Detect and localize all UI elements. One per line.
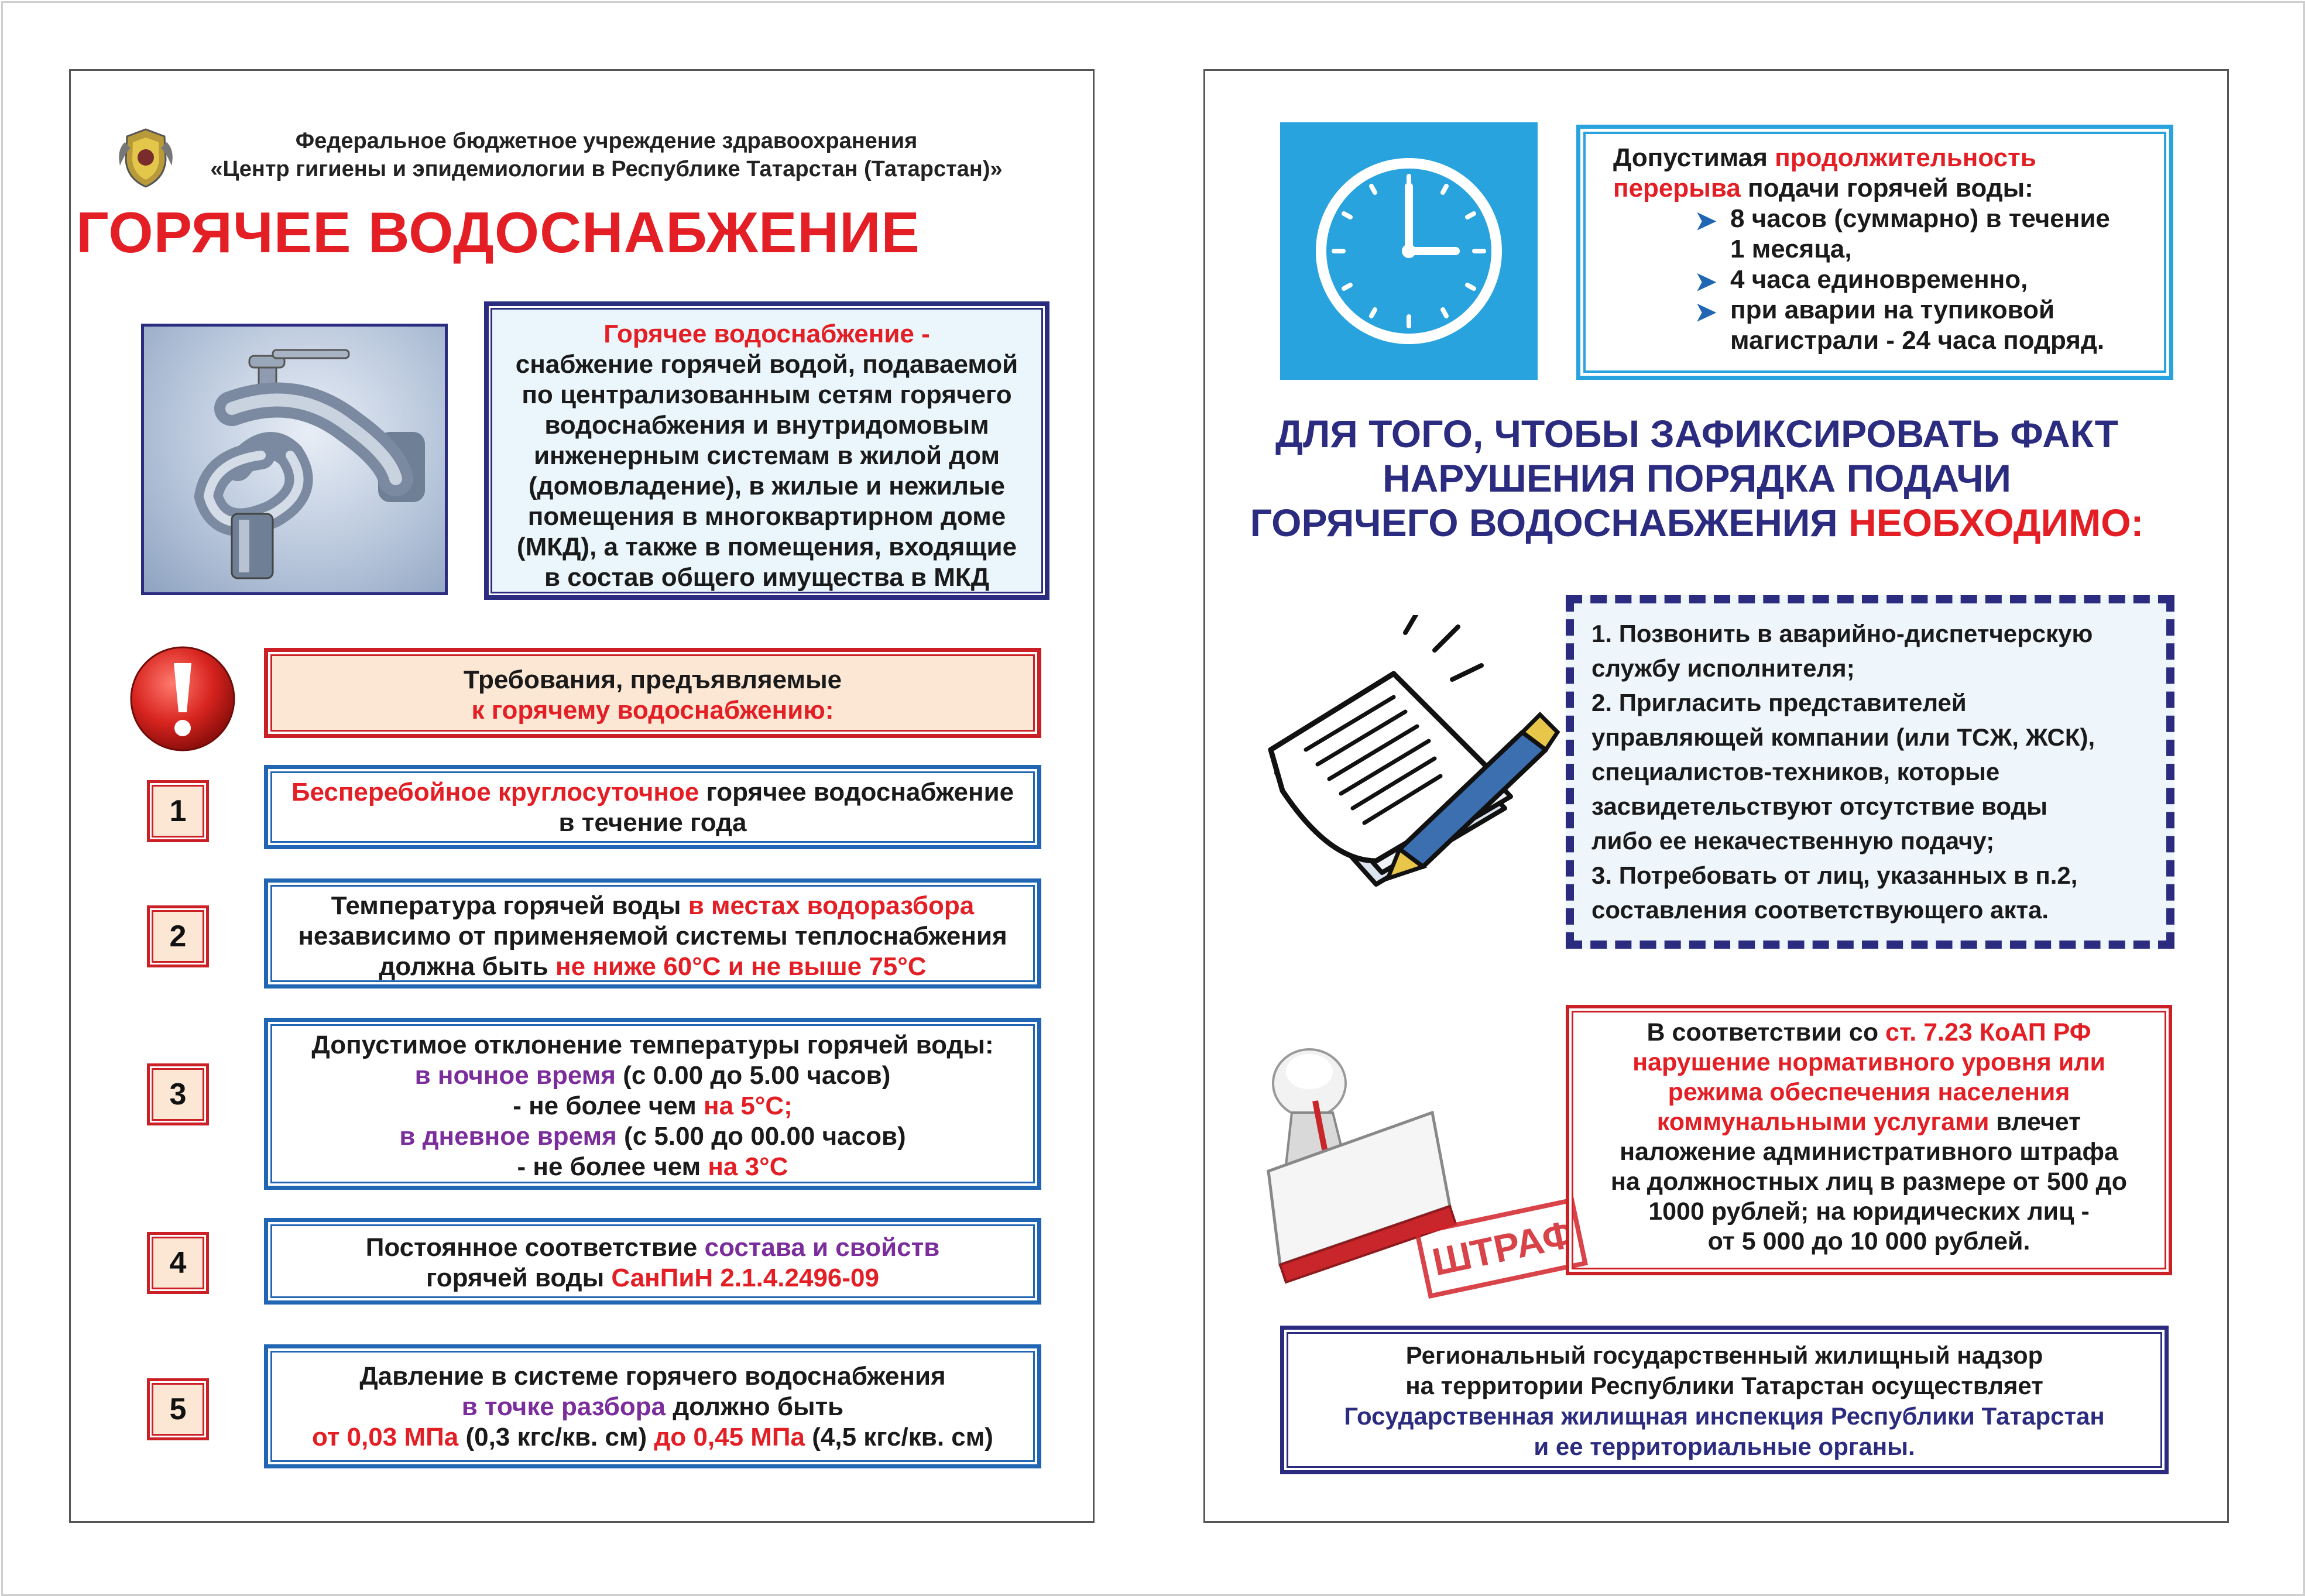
definition-line: по централизованным сетям горячего: [522, 380, 1012, 409]
req4-line2-text: горячей воды: [426, 1264, 612, 1292]
fine-line8: от 5 000 до 10 000 рублей.: [1707, 1227, 2030, 1255]
definition-line: снабжение горячей водой, подаваемой: [515, 350, 1018, 379]
step-line: 3. Потребовать от лиц, указанных в п.2,: [1591, 862, 2078, 889]
req1-text: горячее водоснабжение: [699, 778, 1014, 806]
requirements-header: [264, 648, 1041, 738]
step-line: либо ее некачественную подачу;: [1591, 827, 1995, 854]
req3-day: в дневное время: [399, 1122, 617, 1151]
req5-point: в точке разбора: [461, 1392, 666, 1421]
definition-box: [484, 301, 1049, 600]
req4-text: Постоянное соответствие: [365, 1233, 705, 1262]
fine-line3: режима обеспечения населения: [1668, 1078, 2070, 1106]
fine-line4-highlight: коммунальными услугами: [1656, 1108, 1990, 1136]
definition-line: водоснабжения и внутридомовым: [544, 411, 989, 440]
emblem-icon: [113, 125, 179, 190]
definition-line: в состав общего имущества в МКД: [544, 563, 990, 592]
break-item-2: 4 часа единовременно,: [1730, 265, 2028, 294]
arrow-bullet-icon: ➤: [1695, 298, 1717, 327]
fine-line6: на должностных лиц в размере от 500 до: [1610, 1168, 2128, 1196]
break-text-2: подачи горячей воды:: [1740, 174, 2033, 202]
req4-highlight: состава и свойств: [704, 1233, 940, 1262]
arrow-bullet-icon: ➤: [1695, 267, 1717, 296]
step-line: 2. Пригласить представителей: [1591, 689, 1967, 716]
definition-term: Горячее водоснабжение -: [603, 320, 930, 348]
action-heading: [1217, 411, 2177, 545]
definition-line: помещения в многоквартирном доме: [527, 502, 1006, 531]
req3-night-hours: (с 0.00 до 5.00 часов): [615, 1061, 891, 1090]
stamp-text: ШТРАФ: [1428, 1211, 1579, 1284]
requirement-number-4: 4: [147, 1232, 209, 1294]
definition-line: инженерным системам в жилой дом: [533, 441, 1000, 470]
req3-line1: Допустимое отклонение температуры горячей воды:: [311, 1031, 994, 1059]
req2-line3-text: должна быть: [379, 952, 556, 981]
left-page: [69, 69, 1095, 1523]
supervision-line4: и ее территориальные органы.: [1534, 1433, 1915, 1460]
break-item-3: при аварии на тупиковой: [1730, 296, 2055, 324]
fine-article: ст. 7.23 КоАП РФ: [1885, 1018, 2091, 1046]
break-interruption-highlight: перерыва: [1613, 174, 1741, 202]
break-item-3b: магистрали - 24 часа подряд.: [1730, 326, 2105, 355]
requirement-box-5: [264, 1344, 1041, 1468]
faucet-image: [141, 324, 448, 595]
fine-text: В соответствии со: [1647, 1018, 1886, 1046]
fine-box: [1566, 1005, 2172, 1275]
step-line: службу исполнителя;: [1591, 654, 1855, 682]
req3-night-limit-text: - не более чем: [513, 1092, 704, 1120]
document-pen-icon: [1259, 615, 1563, 896]
clock-tile: [1280, 122, 1538, 380]
req3-day-limit: на 3°С: [708, 1152, 788, 1181]
req1-line2: в течение года: [558, 808, 747, 837]
step-line: засвидетельствуют отсутствие воды: [1591, 792, 2048, 820]
step-line: специалистов-техников, которые: [1591, 758, 2000, 785]
clock-icon: [1280, 122, 1538, 380]
req3-day-limit-text: - не более чем: [517, 1152, 708, 1181]
req5-max: до 0,45 МПа: [654, 1423, 805, 1451]
action-heading-line1: ДЛЯ ТОГО, ЧТОБЫ ЗАФИКСИРОВАТЬ ФАКТ: [1275, 412, 2118, 455]
step-line: управляющей компании (или ТСЖ, ЖСК),: [1591, 723, 2095, 751]
supervision-box: [1280, 1326, 2169, 1474]
requirement-box-3: [264, 1018, 1041, 1190]
supervision-line2: на территории Республики Татарстан осуществляет: [1405, 1372, 2043, 1399]
requirements-header-line1: Требования, предъявляемые: [463, 665, 842, 694]
step-line: составления соответствующего акта.: [1591, 896, 2049, 924]
req2-line2: независимо от применяемой системы теплоснабжения: [298, 922, 1007, 950]
requirement-box-2: [264, 878, 1041, 989]
req5-max-unit: (4,5 кгс/кв. см): [805, 1423, 993, 1451]
req2-highlight: в местах водоразбора: [688, 891, 975, 920]
req2-line3-highlight: не ниже 60°С и не выше 75°С: [555, 952, 927, 981]
requirement-number-2: 2: [147, 905, 209, 967]
requirement-number-5: 5: [147, 1378, 209, 1440]
break-duration-highlight: продолжительность: [1775, 143, 2036, 172]
fine-line4-text: влечет: [1989, 1108, 2081, 1136]
requirement-number-3: 3: [147, 1063, 209, 1125]
requirement-number-1: 1: [147, 780, 209, 842]
break-text: Допустимая: [1613, 143, 1775, 172]
req5-line1: Давление в системе горячего водоснабжения: [359, 1362, 946, 1391]
break-item-1b: 1 месяца,: [1730, 235, 1852, 263]
action-heading-required: НЕОБХОДИМО:: [1848, 501, 2144, 544]
requirement-box-1: [264, 765, 1041, 849]
arrow-bullet-icon: ➤: [1695, 207, 1717, 235]
page-title: ГОРЯЧЕЕ ВОДОСНАБЖЕНИЕ: [76, 200, 920, 265]
org-name-line1: Федеральное бюджетное учреждение здравоохранения: [295, 129, 918, 153]
right-page: [1203, 69, 2229, 1523]
requirements-header-line2: к горячему водоснабжению:: [471, 696, 834, 725]
requirement-box-4: [264, 1218, 1041, 1305]
supervision-line1: Региональный государственный жилищный надзор: [1405, 1341, 2043, 1369]
warning-icon: [127, 643, 238, 754]
break-duration-box: [1576, 125, 2173, 380]
definition-line: (МКД), а также в помещения, входящие: [516, 533, 1017, 561]
req3-night: в ночное время: [414, 1061, 616, 1090]
req1-highlight: Бесперебойное круглосуточное: [291, 778, 699, 806]
req3-day-hours: (с 5.00 до 00.00 часов): [616, 1122, 906, 1151]
step-line: 1. Позвонить в аварийно-диспетчерскую: [1591, 620, 2093, 647]
req5-min-unit: (0,3 кгс/кв. см): [458, 1423, 654, 1451]
fine-stamp-icon: [1245, 1031, 1596, 1317]
fine-line5: наложение административного штрафа: [1620, 1138, 2118, 1166]
req2-text: Температура горячей воды: [331, 891, 688, 920]
fine-line7: 1000 рублей; на юридических лиц -: [1648, 1197, 2090, 1226]
action-heading-line2: НАРУШЕНИЯ ПОРЯДКА ПОДАЧИ: [1382, 457, 2011, 500]
req3-night-limit: на 5°С;: [704, 1092, 793, 1120]
req5-line2-text: должно быть: [666, 1392, 844, 1421]
supervision-line3: Государственная жилищная инспекция Республики Татарстан: [1344, 1402, 2105, 1430]
org-name-line2: «Центр гигиены и эпидемиологии в Республике Татарстан (Татарстан)»: [210, 157, 1003, 181]
steps-box: [1566, 595, 2174, 949]
req4-sanpin: СанПиН 2.1.4.2496-09: [611, 1264, 879, 1292]
req5-min: от 0,03 МПа: [312, 1423, 459, 1451]
fine-line2: нарушение нормативного уровня или: [1632, 1048, 2105, 1076]
break-item-1: 8 часов (суммарно) в течение: [1730, 204, 2110, 233]
definition-line: (домовладение), в жилые и нежилые: [529, 472, 1005, 500]
action-heading-line3: ГОРЯЧЕГО ВОДОСНАБЖЕНИЯ: [1250, 501, 1849, 544]
